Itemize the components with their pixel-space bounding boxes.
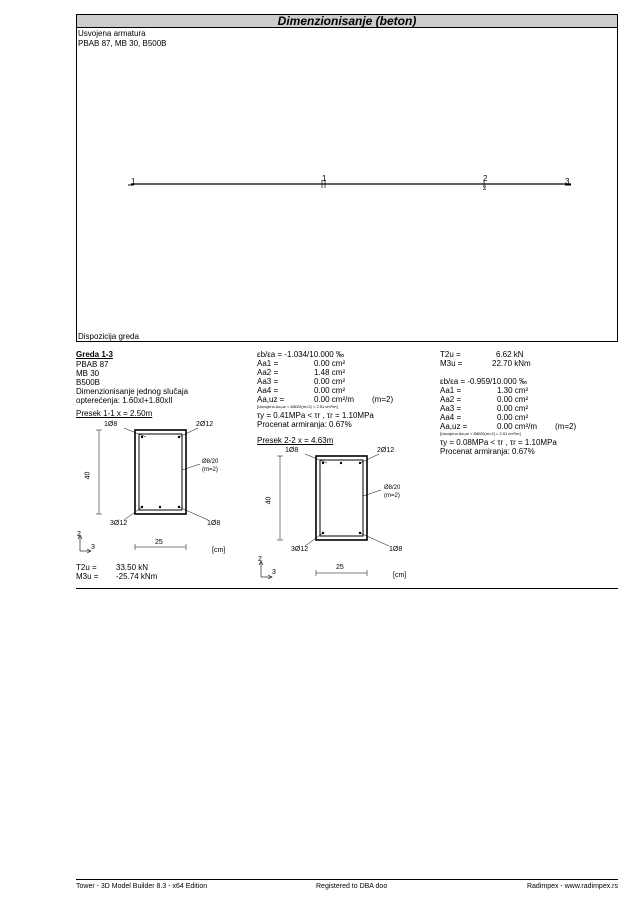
col3-row-value: 0.00 cm²/m	[497, 422, 538, 431]
col3-row-value: 0.00 cm²	[497, 404, 529, 413]
footer-center: Registered to DBA doo	[316, 883, 388, 890]
col2-row-extra: (m=2)	[372, 395, 394, 404]
beam-disposition	[76, 170, 618, 200]
col2-row-label: Aa2 =	[257, 368, 279, 377]
col3-tau: τy = 0.08MPa < τr , τr = 1.10MPa	[440, 438, 557, 447]
frame-caption: Dispozicija greda	[78, 332, 139, 341]
s1-bottom-left-bar: 3Ø12	[110, 520, 128, 527]
s2-axis-x: 3	[272, 569, 276, 576]
s1-axis-x: 3	[91, 544, 95, 551]
s2-width-dim: 25	[336, 564, 344, 571]
col1-line: opterećenja: 1.60xI+1.80xII	[76, 396, 173, 405]
col3-row-value: 0.00 cm²	[497, 413, 529, 422]
s1-stirrup-m: (m=2)	[202, 467, 218, 473]
section-mark-2: 2	[483, 186, 487, 192]
col3-row-label: Aa1 =	[440, 386, 462, 395]
section-2-title: Presek 2-2 x = 4.63m	[257, 436, 334, 445]
page-title: Dimenzionisanje (beton)	[277, 14, 417, 28]
col3-note: [Usvojeno Aa,uz = Ø8/20(m=2) = 2.51 cm²/m]	[440, 431, 521, 436]
s2-bottom-right-bar: 1Ø8	[389, 546, 403, 553]
section-divider	[76, 588, 618, 589]
col3-row-label: Aa2 =	[440, 395, 462, 404]
col2-row-label: Aa,uz =	[257, 395, 285, 404]
col2-row-value: 1.48 cm²	[314, 368, 346, 377]
s2-axis-y: 2	[258, 556, 262, 563]
col1-line: B500B	[76, 378, 101, 387]
col2-row-label: Aa1 =	[257, 359, 279, 368]
col2-row-value: 0.00 cm²	[314, 386, 346, 395]
caption-divider	[76, 341, 618, 342]
s2-stirrup-m: (m=2)	[384, 493, 400, 499]
col3-row-label: Aa,uz =	[440, 422, 468, 431]
node-label-1: 1	[131, 177, 136, 186]
page-header	[76, 14, 618, 28]
node-label-3: 3	[565, 177, 570, 186]
s2-bottom-left-bar: 3Ø12	[291, 546, 309, 553]
col3-row-value: 1.30 cm²	[497, 386, 529, 395]
col1-t2u-label: T2u =	[76, 563, 97, 572]
col1-line: MB 30	[76, 369, 100, 378]
col3-strain: εb/εa = -0.959/10.000 ‰	[440, 377, 527, 386]
s2-height-dim: 40	[265, 496, 273, 505]
frame-line-1: Usvojena armatura	[78, 29, 146, 38]
s1-top-right-bar: 2Ø12	[196, 421, 214, 428]
footer-right: Radimpex - www.radimpex.rs	[526, 883, 618, 890]
node-label-2: 2	[483, 174, 488, 183]
col1-m3u-label: M3u =	[76, 572, 99, 581]
col2-row-value: 0.00 cm²	[314, 377, 346, 386]
col3-t2u-label: T2u =	[440, 350, 461, 359]
s2-top-left-bar: 1Ø8	[285, 447, 299, 454]
s1-axis-y: 2	[77, 531, 81, 538]
s1-width-dim: 25	[155, 539, 163, 546]
col1-m3u-value: -25.74 kNm	[116, 572, 158, 581]
col2-procenat: Procenat armiranja: 0.67%	[257, 420, 352, 429]
s1-stirrup: Ø8/20	[202, 459, 219, 465]
col3-m3u-label: M3u =	[440, 359, 463, 368]
col2-note: [Usvojeno Aa,uz = Ø8/20(m=2) = 2.51 cm²/m]	[257, 404, 338, 409]
col3-procenat: Procenat armiranja: 0.67%	[440, 447, 535, 456]
s1-bottom-right-bar: 1Ø8	[207, 520, 221, 527]
col3-t2u-value: 6.62 kN	[496, 350, 524, 359]
section-1-title: Presek 1-1 x = 2.50m	[76, 409, 153, 418]
col3-row-label: Aa4 =	[440, 413, 462, 422]
beam-title: Greda 1-3	[76, 350, 113, 359]
s2-top-right-bar: 2Ø12	[377, 447, 395, 454]
section-mark-1: 1	[322, 174, 327, 183]
col2-row-label: Aa4 =	[257, 386, 279, 395]
col2-tau: τy = 0.41MPa < τr , τr = 1.10MPa	[257, 411, 374, 420]
col2-row-value: 0.00 cm²/m	[314, 395, 355, 404]
col3-row-extra: (m=2)	[555, 422, 577, 431]
s1-height-dim: 40	[84, 471, 92, 480]
col2-row-label: Aa3 =	[257, 377, 279, 386]
s1-top-left-bar: 1Ø8	[104, 421, 118, 428]
frame-line-2: PBAB 87, MB 30, B500B	[78, 39, 167, 48]
footer-divider	[76, 879, 618, 880]
s2-unit: [cm]	[393, 572, 407, 579]
col3-row-label: Aa3 =	[440, 404, 462, 413]
col2-strain: εb/εa = -1.034/10.000 ‰	[257, 350, 344, 359]
col1-line: Dimenzionisanje jednog slučaja	[76, 387, 189, 396]
col1-line: PBAB 87	[76, 360, 109, 369]
s1-unit: [cm]	[212, 547, 226, 554]
footer-left: Tower - 3D Model Builder 8.3 - x64 Edition	[76, 883, 208, 890]
col3-row-value: 0.00 cm²	[497, 395, 529, 404]
col3-m3u-value: 22.70 kNm	[492, 359, 531, 368]
s2-stirrup: Ø8/20	[384, 485, 401, 491]
col2-row-value: 0.00 cm²	[314, 359, 346, 368]
col1-t2u-value: 33.50 kN	[116, 563, 149, 572]
